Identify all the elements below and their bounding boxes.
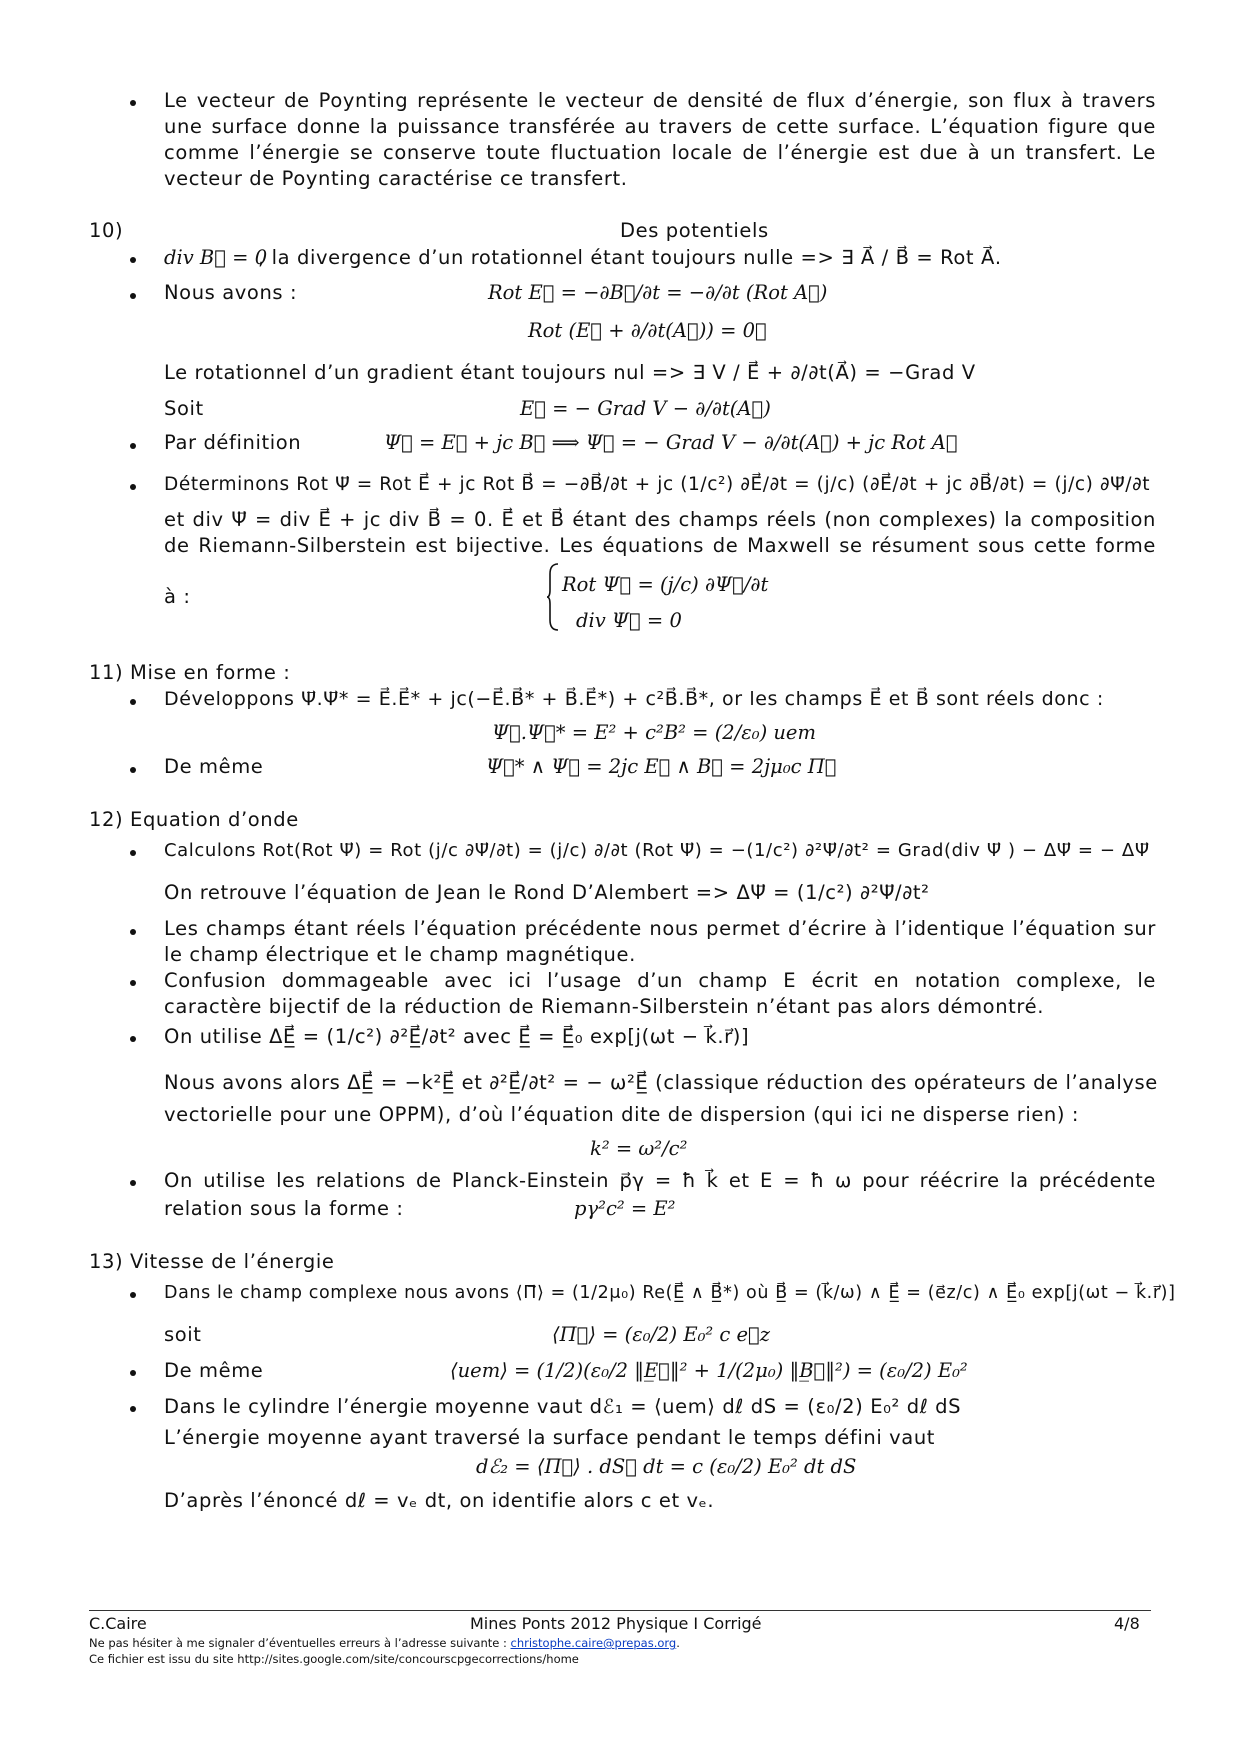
apres-enonce-line: D’après l’énoncé dℓ = vₑ dt, on identifie alors c et vₑ. — [164, 1489, 715, 1512]
poynting-line-2: une surface donne la puissance transférée au travers de cette surface. L’équation figure que — [164, 115, 1156, 138]
rot-e-equation: Rot E⃗ = −∂B⃗/∂t = −∂/∂t (Rot A⃗) — [488, 281, 828, 304]
champs-reels-line-2: le champ électrique et le champ magnétique. — [164, 943, 636, 966]
cylindre-line: Dans le cylindre l’énergie moyenne vaut dℰ₁ = ⟨uem⟩ dℓ dS = (ε₀/2) E₀² dℓ dS — [164, 1395, 962, 1418]
de-meme-label: De même — [164, 755, 264, 778]
psi-product-equation: Ψ⃗.Ψ⃗* = E² + c²B² = (2/ε₀) uem — [492, 721, 816, 744]
bullet — [130, 699, 136, 705]
section-11-title: 11) Mise en forme : — [89, 661, 291, 684]
bullet — [130, 1180, 136, 1186]
footer-source: Ce fichier est issu du site http://sites.google.com/site/concourscpgecorrections/home — [89, 1652, 579, 1666]
soit-label-13: soit — [164, 1323, 202, 1346]
mean-poynting-equation: ⟨Π⃗⟩ = (ε₀/2) E₀² c e⃗z — [552, 1323, 771, 1346]
developpons-line: Développons Ψ⃗.Ψ⃗* = E⃗.E⃗* + jc(−E⃗.B⃗* + B⃗.E⃗*) + c²B⃗.B⃗*, or les champs E⃗ et B⃗ sont réels donc : — [164, 688, 1104, 710]
div-b-equation: div B⃗ = 0 — [164, 246, 268, 269]
footer-page-number: 4/8 — [1114, 1614, 1140, 1633]
nous-avons-label: Nous avons : — [164, 281, 298, 304]
div-psi-line-1: et div Ψ⃗ = div E⃗ + jc div B⃗ = 0. E⃗ et B⃗ étant des champs réels (non complexes) la composition — [164, 508, 1156, 531]
bullet — [130, 293, 136, 299]
bullet — [130, 257, 136, 263]
dispersion-equation: k² = ω²/c² — [590, 1137, 688, 1160]
footer-note-suffix: . — [676, 1636, 680, 1650]
energy-flux-equation: dℰ₂ = ⟨Π⃗⟩ . dS⃗ dt = c (ε₀/2) E₀² dt dS — [476, 1455, 857, 1478]
bullet — [130, 767, 136, 773]
mean-energy-density-equation: ⟨uem⟩ = (1/2)(ε₀/2 ‖E̲⃗‖² + 1/(2μ₀) ‖B̲⃗‖²) = (ε₀/2) E₀² — [450, 1359, 968, 1382]
confusion-line-1: Confusion dommageable avec ici l’usage d’un champ E écrit en notation complexe, le — [164, 969, 1156, 992]
bullet — [130, 1292, 136, 1298]
bullet — [130, 100, 136, 106]
nous-avons-alors-line-1: Nous avons alors ΔE̲⃗ = −k²E̲⃗ et ∂²E̲⃗/∂t² = − ω²E̲⃗ (classique réduction des opérateurs de l’analyse — [164, 1071, 1158, 1094]
confusion-line-2: caractère bijectif de la réduction de Riemann-Silberstein n’étant pas alors démontré. — [164, 995, 1044, 1018]
section-10-number: 10) — [89, 219, 124, 242]
psi-cross-equation: Ψ⃗* ∧ Ψ⃗ = 2jc E⃗ ∧ B⃗ = 2jμ₀c Π⃗ — [486, 755, 837, 778]
bullet — [130, 1370, 136, 1376]
bullet — [130, 484, 136, 490]
on-utilise-line: On utilise ΔE̲⃗ = (1/c²) ∂²E̲⃗/∂t² avec E̲⃗ = E̲⃗₀ exp[j(ωt − k⃗.r⃗)] — [164, 1025, 750, 1048]
gradient-text: Le rotationnel d’un gradient étant toujours nul => ∃ V / E⃗ + ∂/∂t(A⃗) = −Grad V — [164, 361, 976, 384]
section-12-title: 12) Equation d’onde — [89, 808, 299, 831]
e-potential-equation: E⃗ = − Grad V − ∂/∂t(A⃗) — [520, 397, 771, 420]
footer-author: C.Caire — [89, 1614, 147, 1633]
champ-complexe-line: Dans le champ complexe nous avons ⟨Π⃗⟩ = (1/2μ₀) Re(E̲⃗ ∧ B̲⃗*) où B̲⃗ = (k⃗/ω) ∧ E̲⃗ = (e⃗z/c) ∧ E̲⃗₀ exp[j(ωt − k⃗.r⃗)] — [164, 1283, 1176, 1303]
div-psi-line-2: de Riemann-Silberstein est bijective. Les équations de Maxwell se résument sous cette forme — [164, 534, 1156, 557]
poynting-line-4: vecteur de Poynting caractérise ce transfert. — [164, 167, 628, 190]
footer-note — [89, 1636, 680, 1650]
bullet — [130, 929, 136, 935]
planck-einstein-line-2: relation sous la forme : — [164, 1197, 404, 1220]
bullet — [130, 850, 136, 856]
bullet — [130, 1406, 136, 1412]
footer-email-link[interactable]: christophe.caire@prepas.org — [510, 1636, 677, 1650]
calculons-line: Calculons Rot(Rot Ψ⃗) = Rot (j/c ∂Ψ⃗/∂t) = (j/c) ∂/∂t (Rot Ψ⃗) = −(1/c²) ∂²Ψ⃗/∂t² = Grad(div Ψ⃗ ) − ΔΨ⃗ = − ΔΨ⃗ — [164, 840, 1150, 861]
de-meme-label-13: De même — [164, 1359, 264, 1382]
nous-avons-alors-line-2: vectorielle pour une OPPM), d’où l’équation dite de dispersion (qui ici ne disperse rien) : — [164, 1103, 1080, 1126]
section-13-title: 13) Vitesse de l’énergie — [89, 1250, 335, 1273]
planck-einstein-line-1: On utilise les relations de Planck-Einstein p⃗γ = ħ k⃗ et E = ħ ω pour réécrire la précédente — [164, 1169, 1156, 1192]
momentum-energy-equation: pγ²c² = E² — [574, 1197, 676, 1220]
poynting-line-1: Le vecteur de Poynting représente le vecteur de densité de flux d’énergie, son flux à travers — [164, 89, 1156, 112]
determinons-rot-psi: Déterminons Rot Ψ⃗ = Rot E⃗ + jc Rot B⃗ = −∂B⃗/∂t + jc (1/c²) ∂E⃗/∂t = (j/c) (∂E⃗/∂t + jc ∂B⃗/∂t) = (j/c) ∂Ψ⃗/∂t — [164, 474, 1151, 495]
system-brace — [546, 562, 560, 632]
maxwell-div-equation: div Ψ⃗ = 0 — [576, 609, 682, 632]
soit-label: Soit — [164, 397, 204, 420]
poynting-line-3: comme l’énergie se conserve toute fluctuation locale de l’énergie est due à un transfert. Le — [164, 141, 1156, 164]
footer-rule — [89, 1610, 1151, 1611]
rot-sum-equation: Rot (E⃗ + ∂/∂t(A⃗)) = 0⃗ — [528, 319, 767, 342]
bullet — [130, 980, 136, 986]
maxwell-rot-equation: Rot Ψ⃗ = (j/c) ∂Ψ⃗/∂t — [562, 573, 769, 596]
bullet — [130, 1036, 136, 1042]
champs-reels-line-1: Les champs étant réels l’équation précédente nous permet d’écrire à l’identique l’équation sur — [164, 917, 1156, 940]
dalembert-line: On retrouve l’équation de Jean le Rond D’Alembert => ΔΨ⃗ = (1/c²) ∂²Ψ⃗/∂t² — [164, 881, 930, 904]
psi-definition-equation: Ψ⃗ = E⃗ + jc B⃗ ⟹ Ψ⃗ = − Grad V − ∂/∂t(A⃗) + jc Rot A⃗ — [384, 431, 958, 454]
par-definition-label: Par définition — [164, 431, 302, 454]
section-10-title: Des potentiels — [620, 219, 769, 242]
bullet — [130, 443, 136, 449]
energie-moyenne-line: L’énergie moyenne ayant traversé la surface pendant le temps défini vaut — [164, 1426, 936, 1449]
footer-note-prefix: Ne pas hésiter à me signaler d’éventuelles erreurs à l’adresse suivante : — [89, 1636, 511, 1650]
div-b-text: , la divergence d’un rotationnel étant toujours nulle => ∃ A⃗ / B⃗ = Rot A⃗. — [258, 246, 1002, 269]
footer-title: Mines Ponts 2012 Physique I Corrigé — [470, 1614, 762, 1633]
a-label: à : — [164, 585, 191, 608]
